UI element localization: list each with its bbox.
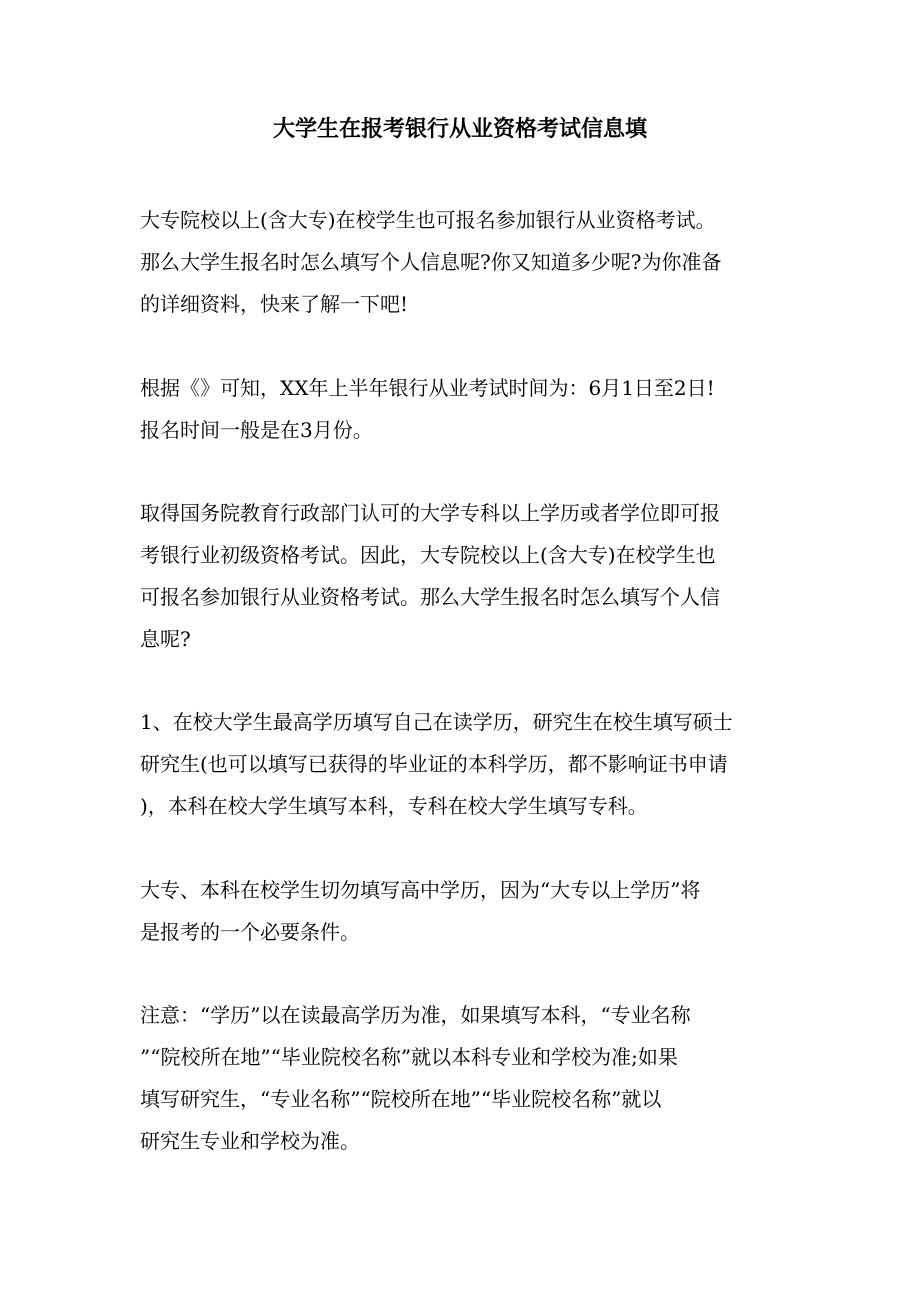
- text-line: 大专院校以上(含大专)在校学生也可报名参加银行从业资格考试。: [140, 208, 716, 232]
- text-line: 大专、本科在校学生切勿填写高中学历，因为“大专以上学历”将: [140, 878, 701, 902]
- text-line: 息呢?: [140, 627, 191, 651]
- text-line: 填写研究生，“专业名称”“院校所在地”“毕业院校名称”就以: [140, 1087, 662, 1111]
- text-line: 的详细资料，快来了解一下吧!: [140, 292, 409, 316]
- paragraph-warning: [140, 869, 790, 953]
- paragraph-intro: [140, 199, 790, 325]
- text-line: 根据《》可知，XX年上半年银行从业考试时间为：6月1日至2日!: [140, 376, 715, 400]
- text-line: ”“院校所在地”“毕业院校名称”就以本科专业和学校为准;如果: [140, 1045, 678, 1069]
- text-line: 取得国务院教育行政部门认可的大学专科以上学历或者学位即可报: [140, 501, 720, 525]
- text-line: 研究生专业和学校为准。: [140, 1129, 360, 1153]
- text-line: )，本科在校大学生填写本科，专科在校大学生填写专科。: [140, 794, 648, 818]
- text-line: 可报名参加银行从业资格考试。那么大学生报名时怎么填写个人信: [140, 585, 720, 609]
- text-line: 考银行业初级资格考试。因此，大专院校以上(含大专)在校学生也: [140, 543, 716, 567]
- paragraph-rule-1: [140, 701, 790, 827]
- paragraph-eligibility: [140, 492, 790, 660]
- paragraph-note: [140, 994, 790, 1162]
- paragraph-exam-time: [140, 367, 790, 451]
- text-line: 那么大学生报名时怎么填写个人信息呢?你又知道多少呢?为你准备: [140, 250, 722, 274]
- text-line: 1、在校大学生最高学历填写自己在读学历，研究生在校生填写硕士: [140, 710, 733, 734]
- text-line: 报名时间一般是在3月份。: [140, 418, 373, 442]
- document-title: 大学生在报考银行从业资格考试信息填: [272, 116, 647, 142]
- text-line: 是报考的一个必要条件。: [140, 920, 360, 944]
- text-line: 研究生(也可以填写已获得的毕业证的本科学历，都不影响证书申请: [140, 752, 728, 776]
- text-line: 注意：“学历”以在读最高学历为准，如果填写本科，“专业名称: [140, 1003, 691, 1027]
